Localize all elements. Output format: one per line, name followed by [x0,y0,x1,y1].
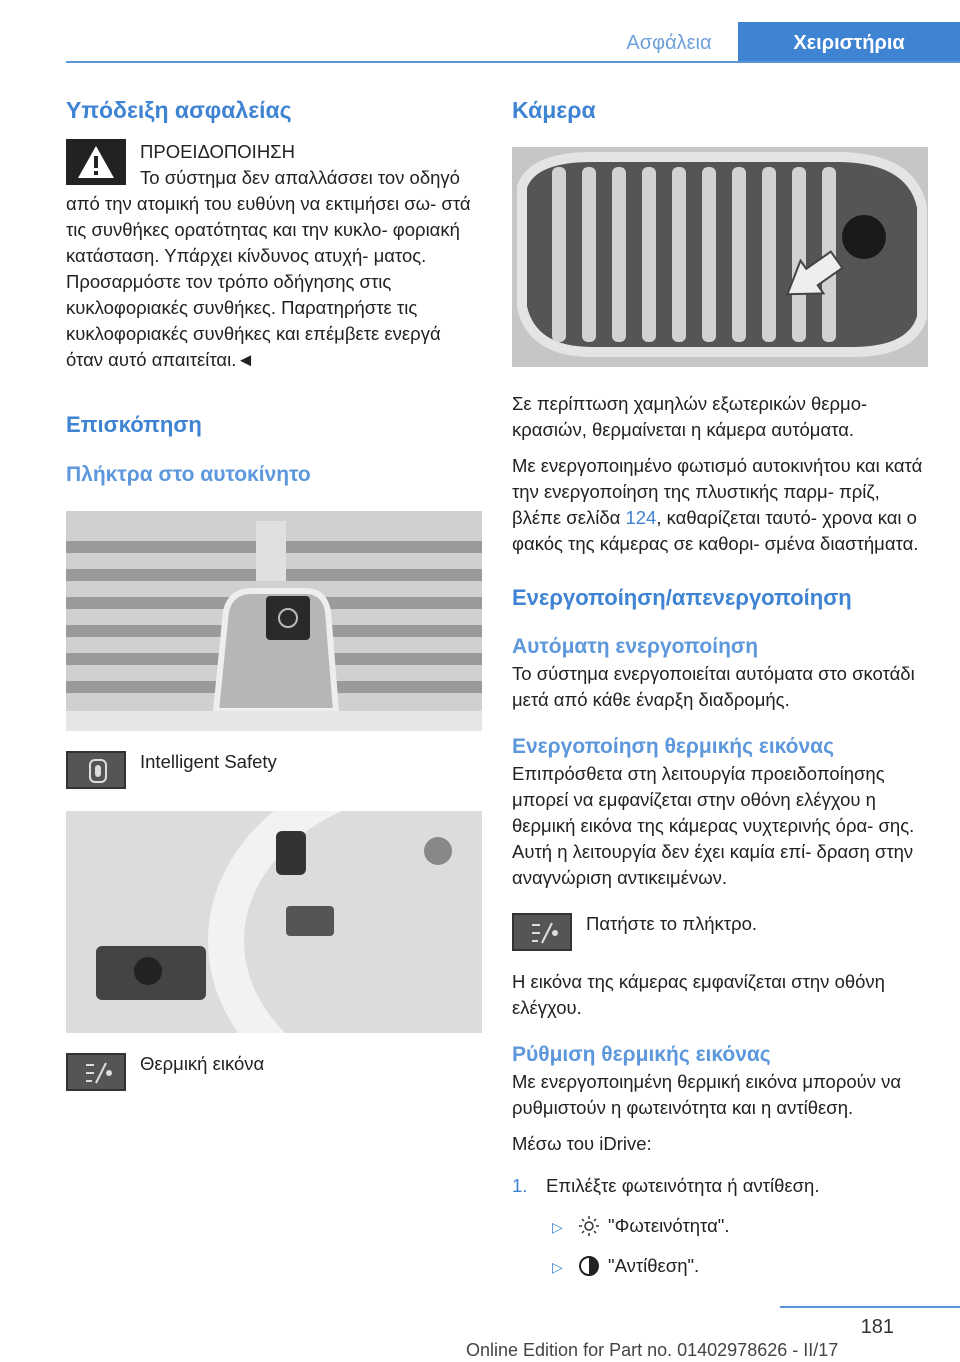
auto-activation-text: Το σύστημα ενεργοποιείται αυτόματα στο σκοτάδι μετά από κάθε έναρξη διαδρομής. [512,663,915,710]
camera-heading: Κάμερα [512,97,596,123]
triangle-bullet-icon: ▷ [552,1259,563,1275]
step-number: 1. [512,1175,528,1196]
thermal-image-key-icon [512,913,572,951]
overview-heading: Επισκόπηση [66,412,202,437]
adjust-thermal-heading: Ρύθμιση θερμικής εικόνας [512,1043,771,1066]
key-thermal-image [66,1053,482,1093]
sub-item-brightness [512,1213,928,1239]
adjust-thermal-text: Με ενεργοποιημένη θερμική εικόνα μπορούν να ρυθμιστούν η φωτεινότητα και η αντίθεση. [512,1071,902,1118]
auto-activation-heading: Αυτόματη ενεργοποίηση [512,635,759,658]
photo-kidney-grille-camera [512,147,928,367]
thermal-activation-text: Επιπρόσθετα στη λειτουργία προειδοποίησης μπορεί να εμφανίζεται στην οθόνη ελέγχου η θερμική εικόνα της κάμερας νυχτερινής όρα- σης. Αυτή η λειτουργία δεν έχει καμία επί- δραση στην αναγνώριση αντικειμένων. [512,763,915,888]
warning-block [66,139,482,373]
camera-heating-text: Σε περίπτωση χαμηλών εξωτερικών θερμο- κρασιών, θερμαίνεται η κάμερα αυτόματα. [512,393,868,440]
activation-heading: Ενεργοποίηση/απενεργοποίηση [512,585,852,610]
display-text: Η εικόνα της κάμερας εμφανίζεται στην οθόνη ελέγχου. [512,971,885,1018]
buttons-heading: Πλήκτρα στο αυτοκίνητο [66,463,311,486]
tab-controls[interactable]: Χειριστήρια [738,22,960,62]
press-key-row [512,913,928,953]
sub-item-contrast-label: "Αντίθεση". [608,1255,700,1276]
steps-list [512,1173,928,1279]
page-number: 181 [860,1316,894,1338]
sub-item-brightness-label: "Φωτεινότητα". [608,1215,730,1236]
header-rule [66,61,960,63]
tab-safety[interactable]: Ασφάλεια [626,32,712,54]
step-text: Επιλέξτε φωτεινότητα ή αντίθεση. [546,1175,820,1196]
brightness-sun-icon [578,1215,600,1244]
warning-first-line: Το σύστημα δεν απαλλάσσει τον οδηγό [140,167,460,188]
triangle-bullet-icon: ▷ [552,1219,563,1235]
idrive-text: Μέσω του iDrive: [512,1133,652,1154]
photo-dashboard-vent [66,511,482,731]
press-key-label: Πατήστε το πλήκτρο. [586,913,758,934]
photo-steering-wheel [66,811,482,1033]
step-item [512,1173,928,1279]
footer-rule [780,1306,960,1308]
key-thermal-image-label: Θερμική εικόνα [140,1053,265,1074]
warning-triangle-icon [66,139,126,185]
left-column [66,95,482,1093]
camera-cleaning-text: Με ενεργοποιημένο φωτισμό αυτοκινήτου και κατά την ενεργοποίηση της πλυστικής παρμ- πρίζ, βλέπε σελίδα 124, καθαρίζεται ταυτό- χρονα και ο φακός της κάμερας σε καθορι- σμένα διαστήματα. [512,455,923,554]
warning-label: ΠΡΟΕΙΔΟΠΟΙΗΣΗ [140,141,295,162]
sub-item-contrast [512,1253,928,1279]
page-link-124[interactable]: 124 [625,507,657,528]
thermal-activation-heading: Ενεργοποίηση θερμικής εικόνας [512,735,835,758]
thermal-image-icon [66,1053,126,1091]
edition-text: Online Edition for Part no. 01402978626 - II/17 [466,1340,839,1360]
contrast-icon [578,1255,600,1284]
safety-heading: Υπόδειξη ασφαλείας [66,97,292,123]
key-intelligent-safety [66,751,482,791]
right-column [512,95,928,1279]
key-intelligent-safety-label: Intelligent Safety [140,751,277,772]
header-bar [0,0,960,62]
intelligent-safety-icon [66,751,126,789]
warning-text: από την ατομική του ευθύνη να εκτιμήσει σω- στά τις συνθήκες ορατότητας και την κυκλο- φοριακή κατάσταση. Υπάρχει κίνδυνος ατυχή- ματος. Προσαρμόστε τον τρόπο οδήγησης στις κυκλοφοριακές συνθήκες. Παρατηρήστε τις κυκλοφοριακές συνθήκες και επέμβετε ενεργά όταν αυτό απαιτείται.◄ [66,193,471,370]
